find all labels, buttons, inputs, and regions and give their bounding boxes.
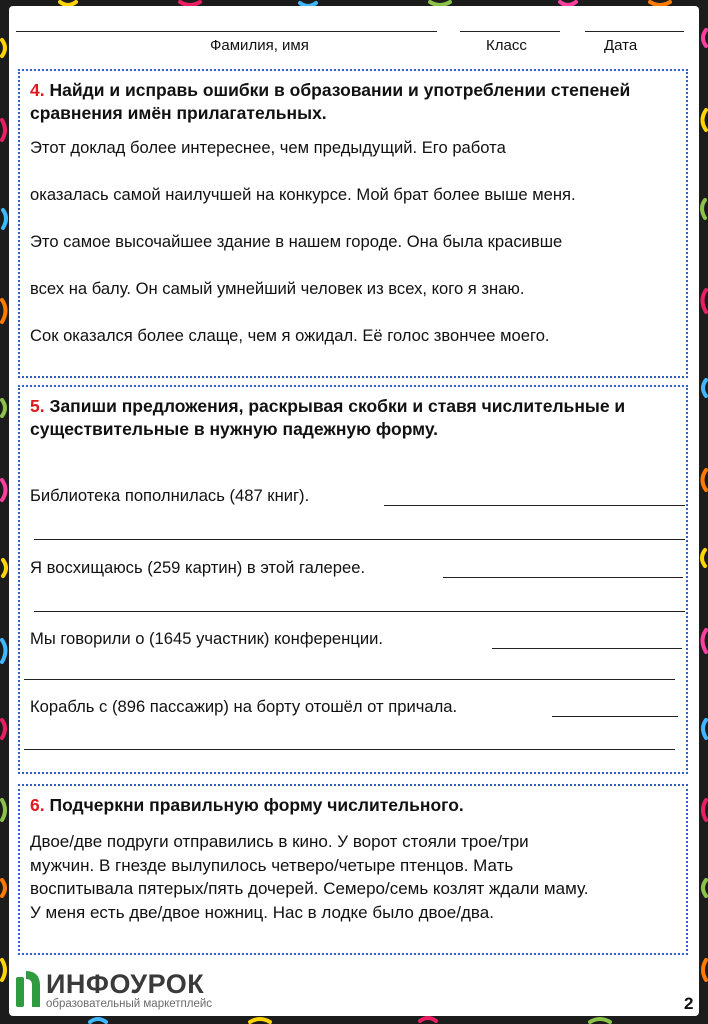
- task-5-sentence: Библиотека пополнилась (487 книг).: [30, 486, 310, 505]
- answer-line[interactable]: [492, 648, 682, 649]
- answer-line[interactable]: [34, 611, 685, 612]
- task-4-line: Это самое высочайшее здание в нашем городе. Она была красивше: [30, 232, 563, 251]
- task-6-line: воспитывала пятерых/пять дочерей. Семеро/семь козлят ждали маму.: [30, 879, 589, 898]
- task-4-line: Сок оказался более слаще, чем я ожидал. Её голос звончее моего.: [30, 326, 550, 345]
- name-label: Фамилия, имя: [210, 37, 309, 54]
- logo-subtitle: образовательный маркетплейс: [46, 998, 213, 1010]
- task-4-number: 4.: [30, 80, 45, 100]
- task-4-line: Этот доклад более интереснее, чем предыдущий. Его работа: [30, 138, 506, 157]
- task-6-number: 6.: [30, 795, 45, 815]
- task-5-title-text: Запиши предложения, раскрывая скобки и ставя числительные и существительные в нужную падежную форму.: [30, 396, 626, 439]
- task-4-title: [30, 79, 676, 125]
- task-6-title: [30, 794, 676, 817]
- class-label: Класс: [486, 37, 527, 54]
- logo-text: ИНФОУРОК: [46, 969, 205, 999]
- answer-line[interactable]: [24, 679, 675, 680]
- name-line: [16, 31, 437, 32]
- date-line: [585, 31, 684, 32]
- task-6-line: мужчин. В гнезде вылупилось четверо/четыре птенцов. Мать: [30, 855, 514, 875]
- task-5-sentence: Мы говорили о (1645 участник) конференции.: [30, 629, 383, 648]
- task-6-line: У меня есть две/двое ножниц. Нас в лодке было двое/два.: [30, 902, 494, 922]
- answer-line[interactable]: [552, 716, 678, 717]
- task-4-line: оказалась самой наилучшей на конкурсе. Мой брат более выше меня.: [30, 185, 576, 204]
- date-label: Дата: [604, 37, 638, 54]
- task-4-line: всех на балу. Он самый умнейший человек из всех, кого я знаю.: [30, 279, 525, 298]
- answer-line[interactable]: [384, 505, 685, 506]
- class-line: [460, 31, 560, 32]
- task-6-line: Двое/две подруги отправились в кино. У ворот стояли трое/три: [30, 832, 529, 851]
- logo-mark-icon: [12, 967, 42, 1011]
- task-6-box: [18, 784, 688, 955]
- answer-line[interactable]: [24, 749, 675, 750]
- infourok-logo: [12, 967, 312, 1015]
- task-5-sentence: Я восхищаюсь (259 картин) в этой галерее.: [30, 558, 366, 577]
- task-5-number: 5.: [30, 396, 45, 416]
- task-5-box: [18, 385, 688, 774]
- page-number: 2: [684, 994, 694, 1013]
- task-6-title-text: Подчеркни правильную форму числительного.: [49, 795, 464, 815]
- answer-line[interactable]: [443, 577, 683, 578]
- task-4-box: [18, 69, 688, 378]
- task-4-title-text: Найди и исправь ошибки в образовании и употреблении степеней сравнения имён прилагательных.: [30, 80, 631, 123]
- task-5-sentence: Корабль с (896 пассажир) на борту отошёл от причала.: [30, 697, 458, 716]
- task-5-title: [30, 395, 676, 441]
- answer-line[interactable]: [34, 539, 685, 540]
